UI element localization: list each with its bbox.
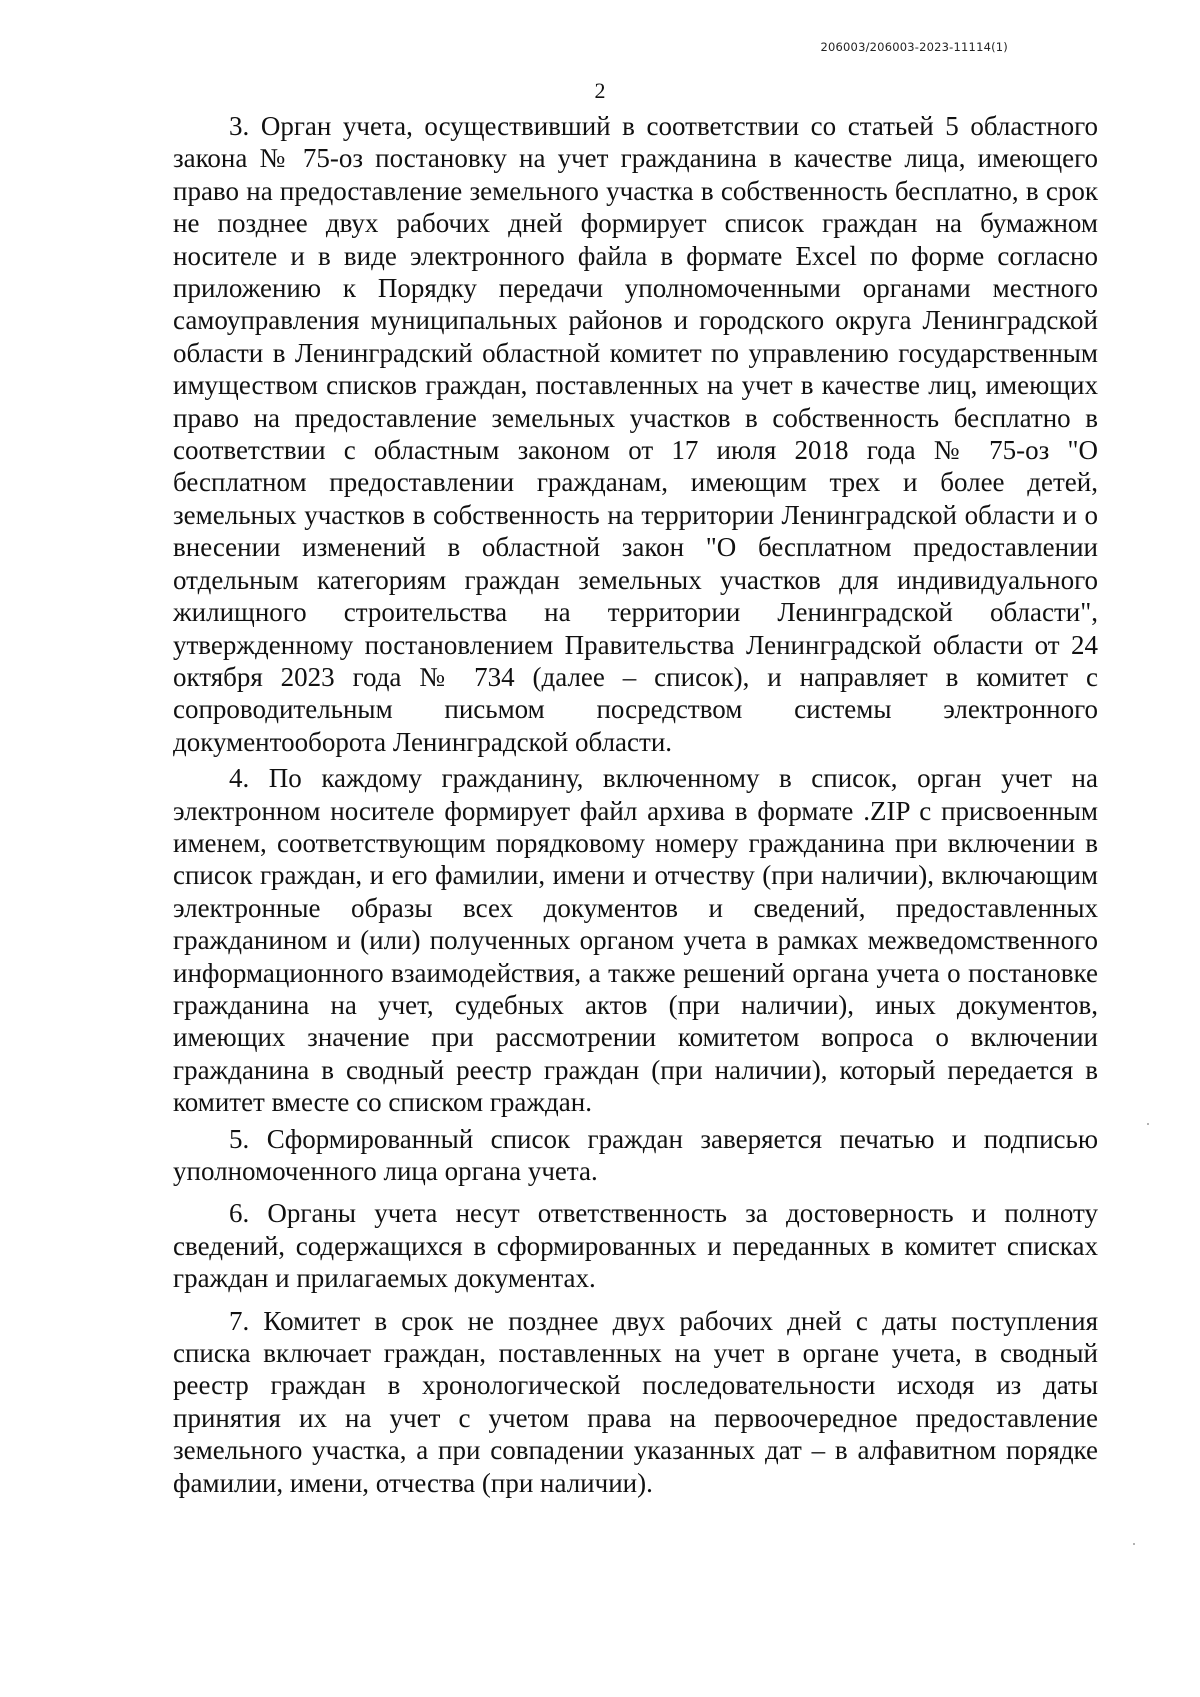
scan-speck: [1147, 1123, 1149, 1125]
page-number: 2: [594, 78, 606, 103]
document-body: [173, 110, 1098, 1499]
paragraph-5: 5. Сформированный список граждан заверяется печатью и подписью уполномоченного лица органа учета.: [173, 1123, 1098, 1186]
document-registration-number: 206003/206003-2023-11114(1): [820, 40, 1008, 54]
paragraph-3: 3. Орган учета, осуществивший в соответствии со статьей 5 областного закона № 75-оз постановку на учет гражданина в качестве лица, имеющего право на предоставление земельного участка в собственность бесплатно, в срок не позднее двух рабочих дней формирует список граждан на бумажном носителе и в виде электронного файла в формате Excel по форме согласно приложению к Порядку передачи уполномоченными органами местного самоуправления муниципальных районов и городского округа Ленинградской области в Ленинградский областной комитет по управлению государственным имуществом списков граждан, поставленных на учет в качестве лиц, имеющих право на предоставление земельных участков в собственность бесплатно в соответствии с областным законом от 17 июля 2018 года № 75-оз "О бесплатном предоставлении гражданам, имеющим трех и более детей, земельных участков в собственность на территории Ленинградской области и о внесении изменений в областной закон "О бесплатном предоставлении отдельным категориям граждан земельных участков для индивидуального жилищного строительства на территории Ленинградской области", утвержденному постановлением Правительства Ленинградской области от 24 октября 2023 года № 734 (далее – список), и направляет в комитет с сопроводительным письмом посредством системы электронного документооборота Ленинградской области.: [173, 111, 1098, 757]
paragraph-4: 4. По каждому гражданину, включенному в список, орган учет на электронном носителе формирует файл архива в формате .ZIP с присвоенным именем, соответствующим порядковому номеру гражданина при включении в список граждан, и его фамилии, имени и отчеству (при наличии), включающим электронные образы всех документов и сведений, предоставленных гражданином и (или) полученных органом учета в рамках межведомственного информационного взаимодействия, а также решений органа учета о постановке гражданина на учет, судебных актов (при наличии), иных документов, имеющих значение при рассмотрении комитетом вопроса о включении гражданина в сводный реестр граждан (при наличии), который передается в комитет вместе со списком граждан.: [173, 763, 1098, 1118]
scan-speck: [1133, 1543, 1135, 1545]
paragraph-6: 6. Органы учета несут ответственность за достоверность и полноту сведений, содержащихся в сформированных и переданных в комитет списках граждан и прилагаемых документах.: [173, 1198, 1098, 1294]
paragraph-7: 7. Комитет в срок не позднее двух рабочих дней с даты поступления списка включает граждан, поставленных на учет в органе учета, в сводный реестр граждан в хронологической последовательности исходя из даты принятия их на учет с учетом права на первоочередное предоставление земельного участка, а при совпадении указанных дат – в алфавитном порядке фамилии, имени, отчества (при наличии).: [173, 1305, 1098, 1498]
